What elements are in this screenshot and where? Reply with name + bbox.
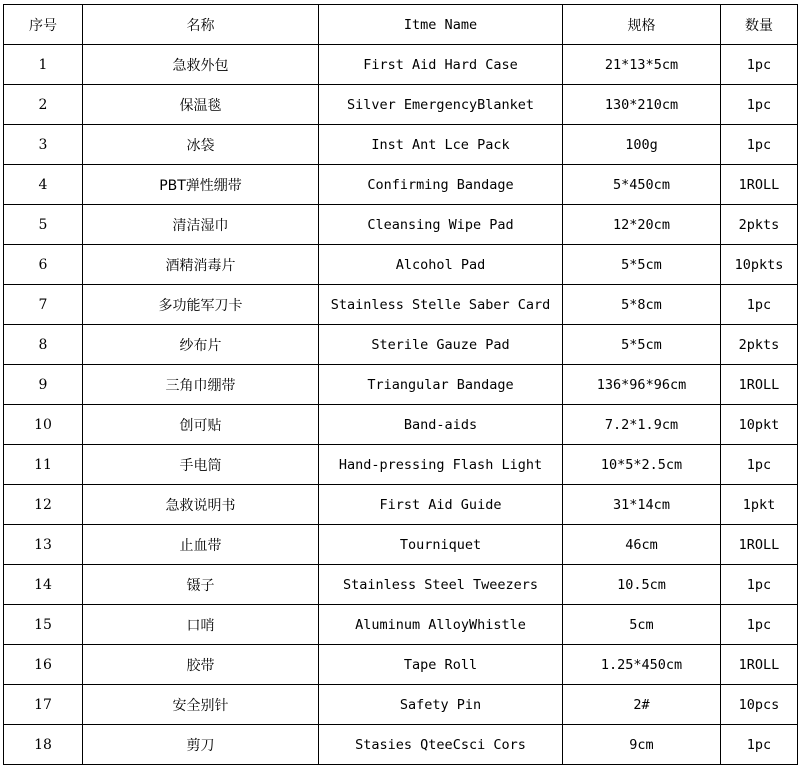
cell-qty: 2pkts [721,325,798,365]
header-item-name: Itme Name [319,5,563,45]
cell-item-name: Aluminum AlloyWhistle [319,605,563,645]
cell-name-cn: 剪刀 [83,725,319,765]
header-name-cn: 名称 [83,5,319,45]
cell-qty: 10pkt [721,405,798,445]
cell-seq: 13 [4,525,83,565]
table-row [4,725,798,765]
cell-seq: 1 [4,45,83,85]
cell-seq: 15 [4,605,83,645]
cell-item-name: Confirming Bandage [319,165,563,205]
cell-spec: 31*14cm [563,485,721,525]
cell-seq: 14 [4,565,83,605]
cell-spec: 130*210cm [563,85,721,125]
cell-spec: 5*450cm [563,165,721,205]
cell-spec: 2# [563,685,721,725]
cell-spec: 1.25*450cm [563,645,721,685]
table-row [4,645,798,685]
cell-item-name: Tourniquet [319,525,563,565]
cell-name-cn: 急救说明书 [83,485,319,525]
cell-seq: 3 [4,125,83,165]
cell-seq: 7 [4,285,83,325]
cell-name-cn: PBT弹性绷带 [83,165,319,205]
cell-qty: 1ROLL [721,525,798,565]
cell-qty: 1pc [721,85,798,125]
cell-item-name: Tape Roll [319,645,563,685]
cell-seq: 11 [4,445,83,485]
cell-spec: 12*20cm [563,205,721,245]
cell-name-cn: 安全别针 [83,685,319,725]
cell-seq: 2 [4,85,83,125]
cell-item-name: First Aid Hard Case [319,45,563,85]
cell-qty: 2pkts [721,205,798,245]
cell-spec: 21*13*5cm [563,45,721,85]
cell-item-name: Cleansing Wipe Pad [319,205,563,245]
cell-spec: 5*8cm [563,285,721,325]
table-row [4,285,798,325]
cell-name-cn: 三角巾绷带 [83,365,319,405]
cell-seq: 17 [4,685,83,725]
table-row [4,525,798,565]
table-row [4,405,798,445]
cell-item-name: Alcohol Pad [319,245,563,285]
cell-spec: 100g [563,125,721,165]
cell-item-name: Stainless Steel Tweezers [319,565,563,605]
table-row [4,45,798,85]
cell-seq: 5 [4,205,83,245]
cell-item-name: First Aid Guide [319,485,563,525]
cell-qty: 1ROLL [721,165,798,205]
cell-qty: 1pc [721,725,798,765]
cell-spec: 5cm [563,605,721,645]
cell-name-cn: 创可贴 [83,405,319,445]
cell-qty: 1pc [721,285,798,325]
cell-name-cn: 酒精消毒片 [83,245,319,285]
cell-item-name: Stasies QteeCsci Cors [319,725,563,765]
table-row [4,85,798,125]
header-spec: 规格 [563,5,721,45]
cell-spec: 136*96*96cm [563,365,721,405]
table-row [4,125,798,165]
cell-qty: 1pc [721,605,798,645]
cell-name-cn: 止血带 [83,525,319,565]
table-row [4,365,798,405]
table-row [4,605,798,645]
cell-spec: 9cm [563,725,721,765]
cell-seq: 10 [4,405,83,445]
cell-qty: 1pc [721,45,798,85]
cell-qty: 1ROLL [721,365,798,405]
cell-qty: 1ROLL [721,645,798,685]
table-row [4,325,798,365]
header-seq: 序号 [4,5,83,45]
cell-seq: 18 [4,725,83,765]
cell-seq: 6 [4,245,83,285]
first-aid-kit-table [3,4,798,765]
header-row [4,5,798,45]
cell-item-name: Sterile Gauze Pad [319,325,563,365]
cell-name-cn: 手电筒 [83,445,319,485]
cell-item-name: Inst Ant Lce Pack [319,125,563,165]
cell-name-cn: 清洁湿巾 [83,205,319,245]
cell-name-cn: 口哨 [83,605,319,645]
cell-qty: 1pc [721,565,798,605]
cell-seq: 16 [4,645,83,685]
cell-qty: 1pc [721,125,798,165]
cell-name-cn: 保温毯 [83,85,319,125]
cell-seq: 12 [4,485,83,525]
cell-item-name: Silver EmergencyBlanket [319,85,563,125]
cell-name-cn: 镊子 [83,565,319,605]
cell-seq: 4 [4,165,83,205]
cell-item-name: Band-aids [319,405,563,445]
cell-item-name: Hand-pressing Flash Light [319,445,563,485]
cell-spec: 10.5cm [563,565,721,605]
cell-name-cn: 胶带 [83,645,319,685]
cell-spec: 46cm [563,525,721,565]
table-row [4,245,798,285]
cell-spec: 5*5cm [563,245,721,285]
cell-item-name: Safety Pin [319,685,563,725]
cell-item-name: Triangular Bandage [319,365,563,405]
table-row [4,165,798,205]
cell-name-cn: 纱布片 [83,325,319,365]
cell-spec: 5*5cm [563,325,721,365]
table-row [4,685,798,725]
cell-qty: 10pcs [721,685,798,725]
cell-spec: 10*5*2.5cm [563,445,721,485]
cell-seq: 8 [4,325,83,365]
table-row [4,205,798,245]
cell-name-cn: 冰袋 [83,125,319,165]
cell-name-cn: 多功能军刀卡 [83,285,319,325]
header-qty: 数量 [721,5,798,45]
cell-seq: 9 [4,365,83,405]
table-row [4,565,798,605]
cell-qty: 10pkts [721,245,798,285]
cell-qty: 1pc [721,445,798,485]
cell-item-name: Stainless Stelle Saber Card [319,285,563,325]
table-row [4,445,798,485]
table-row [4,485,798,525]
cell-spec: 7.2*1.9cm [563,405,721,445]
cell-name-cn: 急救外包 [83,45,319,85]
cell-qty: 1pkt [721,485,798,525]
